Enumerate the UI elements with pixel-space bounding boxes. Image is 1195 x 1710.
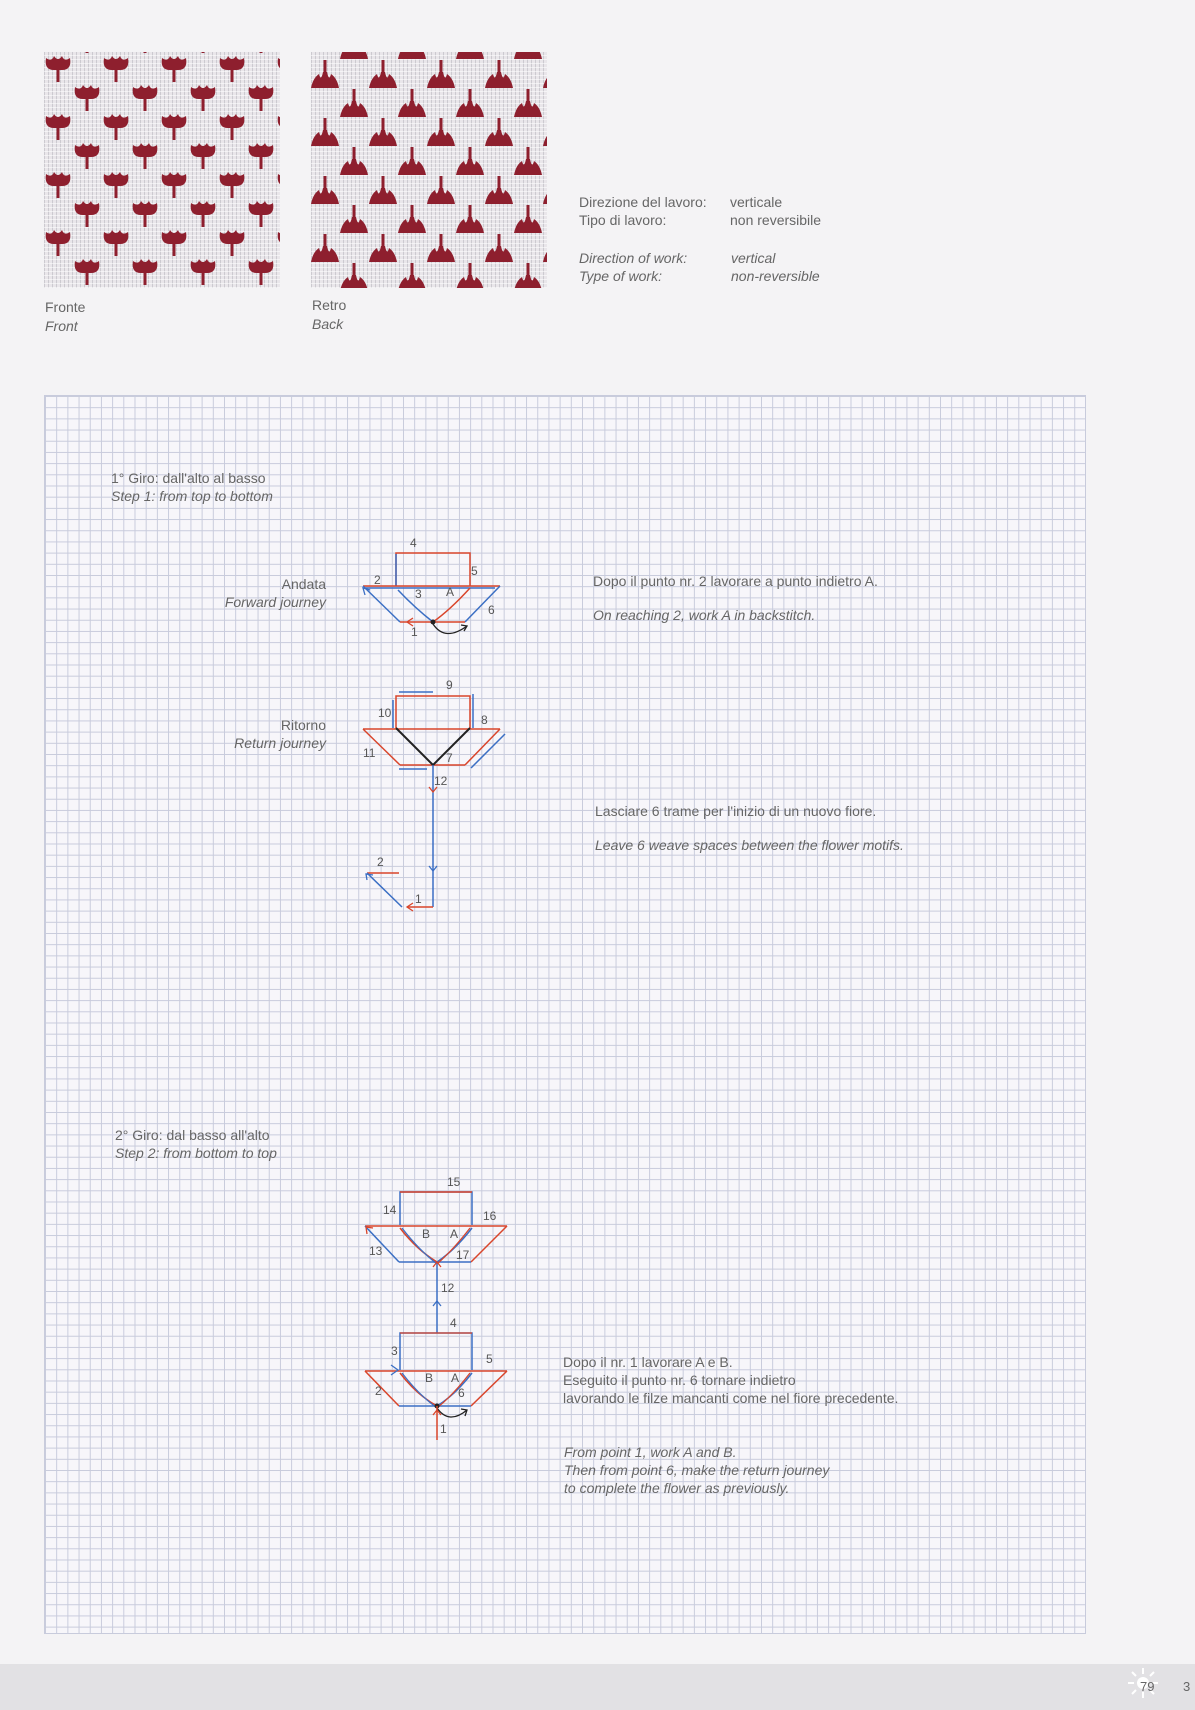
step2-note-en-1: From point 1, work A and B. xyxy=(564,1444,737,1460)
d1-label-5: 5 xyxy=(471,564,478,578)
step1-title-it: 1° Giro: dall'alto al basso xyxy=(111,470,266,486)
step1-note2 xyxy=(595,802,904,854)
d2-label-10: 10 xyxy=(378,706,392,720)
step1-note2-it: Lasciare 6 trame per l'inizio di un nuovo fiore. xyxy=(595,803,877,819)
d3-label-15: 15 xyxy=(447,1175,461,1189)
front-photo xyxy=(44,52,280,288)
d1-label-2: 2 xyxy=(374,573,381,587)
direction-label-it: Direzione del lavoro: xyxy=(579,194,707,210)
edge-number: 3 xyxy=(1183,1679,1191,1694)
front-label-en: Front xyxy=(45,318,78,334)
d3-label-16: 16 xyxy=(483,1209,497,1223)
d3-label-13: 13 xyxy=(369,1244,383,1258)
step2-title-en: Step 2: from bottom to top xyxy=(115,1145,277,1161)
d2-label-7: 7 xyxy=(446,751,453,765)
type-label-it: Tipo di lavoro: xyxy=(579,212,667,228)
d3-label-A: A xyxy=(450,1227,459,1241)
d2-label-12: 12 xyxy=(434,774,448,788)
d1-label-4: 4 xyxy=(410,536,417,550)
step2-note-en-3: to complete the flower as previously. xyxy=(564,1480,790,1496)
return-en: Return journey xyxy=(234,735,326,751)
back-label-en: Back xyxy=(312,316,344,332)
d4-label-1: 1 xyxy=(440,1422,447,1436)
diagram-forward-journey xyxy=(355,530,515,645)
step2-note-it-1: Dopo il nr. 1 lavorare A e B. xyxy=(563,1354,733,1370)
d1-label-6: 6 xyxy=(488,603,495,617)
step2-note-en-2: Then from point 6, make the return journey xyxy=(564,1462,830,1478)
d4-label-4: 4 xyxy=(450,1316,457,1330)
step1-title-en: Step 1: from top to bottom xyxy=(111,488,273,504)
type-value-en: non-reversible xyxy=(731,268,820,284)
step2-title-it: 2° Giro: dal basso all'alto xyxy=(115,1127,270,1143)
direction-value-it: verticale xyxy=(730,194,783,210)
work-values-it xyxy=(730,193,821,229)
d4-label-5: 5 xyxy=(486,1352,493,1366)
back-motif-pattern xyxy=(311,52,547,288)
work-values-en xyxy=(731,249,820,285)
d4-label-3: 3 xyxy=(391,1344,398,1358)
return-journey-label xyxy=(180,716,326,752)
d2-label-2: 2 xyxy=(377,855,384,869)
page-number: 79 xyxy=(1140,1679,1155,1694)
d4-label-A: A xyxy=(451,1371,460,1385)
forward-en: Forward journey xyxy=(224,594,326,610)
type-label-en: Type of work: xyxy=(579,268,662,284)
d1-label-3: 3 xyxy=(415,587,422,601)
d2-label-9: 9 xyxy=(446,678,453,692)
step2-note-it-2: Eseguito il punto nr. 6 tornare indietro xyxy=(563,1372,796,1388)
diagram-step2-lower xyxy=(355,1315,515,1445)
forward-it: Andata xyxy=(281,576,326,592)
step1-note1-en: On reaching 2, work A in backstitch. xyxy=(593,607,816,623)
d3-label-14: 14 xyxy=(383,1203,397,1217)
d1-label-A: A xyxy=(446,585,455,599)
d2-label-1: 1 xyxy=(415,892,422,906)
forward-journey-label xyxy=(180,575,326,611)
diagram-return-journey xyxy=(355,672,515,912)
type-value-it: non reversibile xyxy=(730,212,822,228)
d3-label-12: 12 xyxy=(441,1281,455,1295)
direction-value-en: vertical xyxy=(731,250,776,266)
work-info-it xyxy=(579,193,707,229)
d2-label-11: 11 xyxy=(363,746,376,760)
d3-label-17: 17 xyxy=(456,1248,470,1262)
d4-label-B: B xyxy=(425,1371,434,1385)
step1-note1 xyxy=(593,572,878,624)
step1-note1-it: Dopo il punto nr. 2 lavorare a punto indietro A. xyxy=(593,573,878,589)
step2-note-en xyxy=(564,1443,829,1497)
front-caption xyxy=(45,298,85,336)
work-info-en xyxy=(579,249,687,285)
return-it: Ritorno xyxy=(280,717,326,733)
step2-note-it xyxy=(563,1353,898,1407)
back-photo xyxy=(311,52,547,288)
direction-label-en: Direction of work: xyxy=(579,250,688,266)
step2-title xyxy=(115,1126,277,1162)
step2-note-it-3: lavorando le filze mancanti come nel fiore precedente. xyxy=(563,1390,899,1406)
step1-note2-en: Leave 6 weave spaces between the flower motifs. xyxy=(595,837,904,853)
front-motif-pattern xyxy=(44,52,280,288)
step1-title xyxy=(111,469,273,505)
d1-label-1: 1 xyxy=(411,625,418,639)
footer-bar xyxy=(0,1664,1195,1710)
d3-label-B: B xyxy=(422,1227,431,1241)
d4-label-6: 6 xyxy=(458,1386,465,1400)
front-label-it: Fronte xyxy=(45,299,86,315)
diagram-step2-upper xyxy=(355,1170,515,1315)
d4-label-2: 2 xyxy=(375,1384,382,1398)
back-label-it: Retro xyxy=(312,297,347,313)
d2-label-8: 8 xyxy=(481,713,488,727)
back-caption xyxy=(312,296,346,334)
